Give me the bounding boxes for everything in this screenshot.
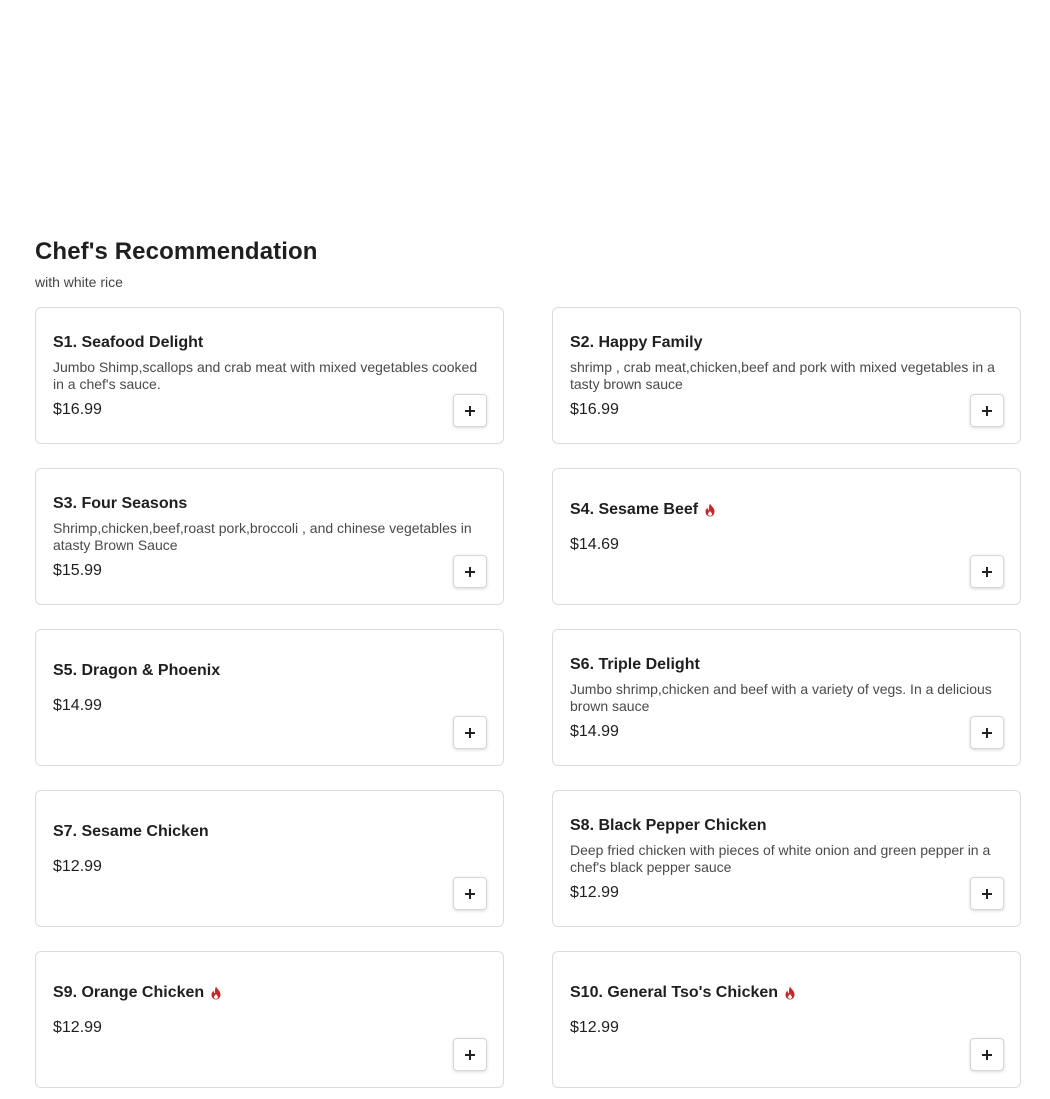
add-to-cart-button[interactable] (453, 877, 487, 910)
section-subtitle: with white rice (35, 274, 123, 290)
add-to-cart-button[interactable] (453, 555, 487, 588)
add-to-cart-button[interactable] (453, 394, 487, 427)
add-to-cart-button[interactable] (970, 877, 1004, 910)
plus-icon (982, 1050, 992, 1060)
plus-icon (465, 1050, 475, 1060)
plus-icon (465, 567, 475, 577)
menu-item-name: S3. Four Seasons (53, 495, 188, 512)
menu-item-card[interactable] (552, 468, 1021, 605)
menu-item-card[interactable] (35, 629, 504, 766)
menu-item-name: S10. General Tso's Chicken (570, 984, 779, 1001)
menu-item-name-row (570, 500, 1003, 520)
menu-item-card[interactable] (552, 629, 1021, 766)
section-title: Chef's Recommendation (35, 238, 318, 265)
menu-item-card[interactable] (35, 468, 504, 605)
spicy-flame-icon (784, 986, 796, 1000)
plus-icon (465, 406, 475, 416)
menu-item-name-row (53, 333, 486, 353)
menu-item-price: $16.99 (570, 401, 619, 418)
menu-item-name: S5. Dragon & Phoenix (53, 662, 221, 679)
menu-item-card[interactable] (35, 951, 504, 1088)
menu-item-description: Jumbo shrimp,chicken and beef with a variety of vegs. In a delicious brown sauce (570, 681, 992, 714)
menu-item-description: Deep fried chicken with pieces of white onion and green pepper in a chef's black pepper sauce (570, 842, 991, 875)
menu-item-card[interactable] (552, 951, 1021, 1088)
section-header (0, 236, 1050, 292)
menu-item-price: $14.69 (570, 536, 619, 553)
add-to-cart-button[interactable] (970, 555, 1004, 588)
spicy-flame-icon (704, 503, 716, 517)
plus-icon (982, 406, 992, 416)
add-to-cart-button[interactable] (970, 716, 1004, 749)
plus-icon (982, 567, 992, 577)
menu-item-card[interactable] (35, 790, 504, 927)
menu-item-description: Shrimp,chicken,beef,roast pork,broccoli , and chinese vegetables in atasty Brown Sauce (53, 520, 472, 553)
plus-icon (982, 889, 992, 899)
menu-item-price: $16.99 (53, 401, 102, 418)
menu-item-name-row (53, 494, 486, 514)
menu-item-price: $14.99 (570, 723, 619, 740)
menu-item-name-row (570, 333, 1003, 353)
add-to-cart-button[interactable] (970, 394, 1004, 427)
menu-item-name: S1. Seafood Delight (53, 334, 204, 351)
menu-item-name: S9. Orange Chicken (53, 984, 205, 1001)
menu-item-name: S6. Triple Delight (570, 656, 700, 673)
menu-item-name-row (570, 983, 1003, 1003)
menu-item-price: $15.99 (53, 562, 102, 579)
menu-item-card[interactable] (552, 307, 1021, 444)
spicy-flame-icon (210, 986, 222, 1000)
top-spacer (0, 0, 1050, 236)
add-to-cart-button[interactable] (453, 1038, 487, 1071)
menu-item-description: shrimp , crab meat,chicken,beef and pork with mixed vegetables in a tasty brown sauce (570, 359, 995, 392)
menu-item-name: S4. Sesame Beef (570, 501, 699, 518)
menu-item-card[interactable] (35, 307, 504, 444)
menu-item-grid (35, 307, 1021, 1088)
menu-item-name-row (53, 822, 486, 842)
menu-item-name-row (53, 661, 486, 681)
menu-item-card[interactable] (552, 790, 1021, 927)
menu-item-name-row (53, 983, 486, 1003)
menu-item-name: S8. Black Pepper Chicken (570, 817, 767, 834)
menu-item-name: S7. Sesame Chicken (53, 823, 209, 840)
plus-icon (465, 889, 475, 899)
plus-icon (982, 728, 992, 738)
menu-item-name-row (570, 816, 1003, 836)
menu-item-name: S2. Happy Family (570, 334, 703, 351)
menu-item-name-row (570, 655, 1003, 675)
menu-item-price: $14.99 (53, 697, 102, 714)
menu-item-price: $12.99 (53, 858, 102, 875)
menu-item-description: Jumbo Shimp,scallops and crab meat with mixed vegetables cooked in a chef's sauce. (53, 359, 478, 392)
plus-icon (465, 728, 475, 738)
menu-item-price: $12.99 (570, 884, 619, 901)
menu-item-price: $12.99 (570, 1019, 619, 1036)
menu-item-price: $12.99 (53, 1019, 102, 1036)
add-to-cart-button[interactable] (970, 1038, 1004, 1071)
add-to-cart-button[interactable] (453, 716, 487, 749)
